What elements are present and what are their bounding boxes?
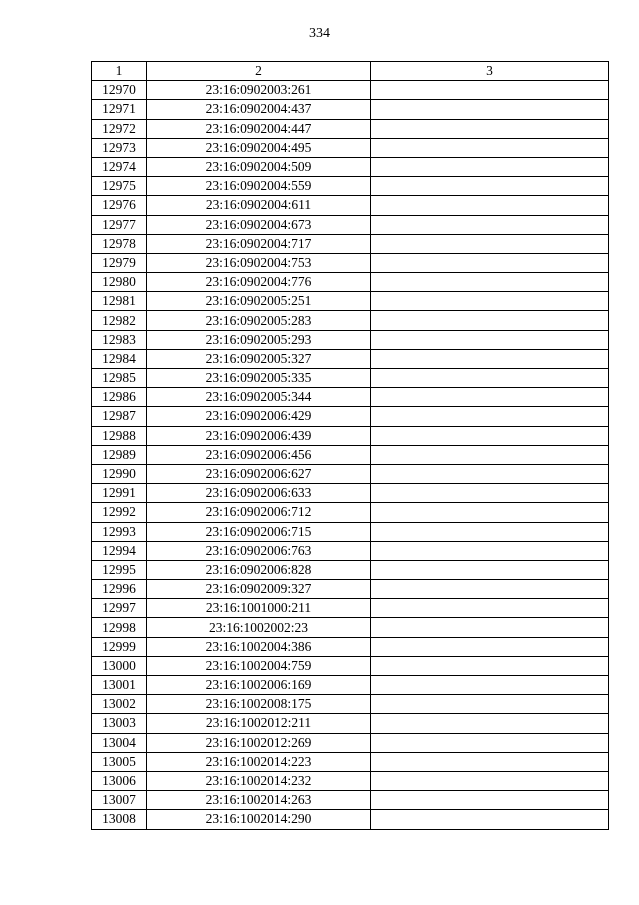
- row-index-cell: 12984: [92, 349, 147, 368]
- cadastral-number-cell: 23:16:1002014:263: [147, 791, 371, 810]
- table-row: [92, 349, 609, 368]
- cadastral-number-cell: 23:16:0902005:344: [147, 388, 371, 407]
- row-index-cell: 12979: [92, 253, 147, 272]
- notes-cell: [371, 138, 609, 157]
- cadastral-number-cell: 23:16:1002002:23: [147, 618, 371, 637]
- notes-cell: [371, 81, 609, 100]
- table-row: [92, 273, 609, 292]
- row-index-cell: 12991: [92, 484, 147, 503]
- notes-cell: [371, 714, 609, 733]
- table-row: [92, 464, 609, 483]
- row-index-cell: 13006: [92, 771, 147, 790]
- cadastral-number-cell: 23:16:0902006:712: [147, 503, 371, 522]
- cadastral-number-cell: 23:16:0902004:447: [147, 119, 371, 138]
- table-row: [92, 676, 609, 695]
- row-index-cell: 13004: [92, 733, 147, 752]
- cadastral-number-cell: 23:16:1002014:290: [147, 810, 371, 829]
- row-index-cell: 12976: [92, 196, 147, 215]
- notes-cell: [371, 196, 609, 215]
- row-index-cell: 12973: [92, 138, 147, 157]
- notes-cell: [371, 791, 609, 810]
- table-row: [92, 503, 609, 522]
- cadastral-number-cell: 23:16:0902005:327: [147, 349, 371, 368]
- table-row: [92, 637, 609, 656]
- row-index-cell: 12997: [92, 599, 147, 618]
- cadastral-number-cell: 23:16:0902006:627: [147, 464, 371, 483]
- notes-cell: [371, 464, 609, 483]
- table-row: [92, 752, 609, 771]
- cadastral-number-cell: 23:16:0902005:335: [147, 369, 371, 388]
- table-row: [92, 196, 609, 215]
- row-index-cell: 12983: [92, 330, 147, 349]
- table-row: [92, 215, 609, 234]
- table-row: [92, 311, 609, 330]
- notes-cell: [371, 580, 609, 599]
- notes-cell: [371, 637, 609, 656]
- cadastral-number-cell: 23:16:0902004:753: [147, 253, 371, 272]
- table-header-row: [92, 62, 609, 81]
- row-index-cell: 12992: [92, 503, 147, 522]
- table-row: [92, 541, 609, 560]
- row-index-cell: 12985: [92, 369, 147, 388]
- row-index-cell: 13003: [92, 714, 147, 733]
- cadastral-number-cell: 23:16:0902009:327: [147, 580, 371, 599]
- notes-cell: [371, 157, 609, 176]
- notes-cell: [371, 273, 609, 292]
- notes-cell: [371, 695, 609, 714]
- row-index-cell: 12980: [92, 273, 147, 292]
- column-header-1: 1: [92, 62, 147, 81]
- table-row: [92, 234, 609, 253]
- cadastral-number-cell: 23:16:1002014:223: [147, 752, 371, 771]
- cadastral-number-cell: 23:16:0902004:717: [147, 234, 371, 253]
- row-index-cell: 12994: [92, 541, 147, 560]
- row-index-cell: 13000: [92, 656, 147, 675]
- notes-cell: [371, 503, 609, 522]
- notes-cell: [371, 752, 609, 771]
- row-index-cell: 13005: [92, 752, 147, 771]
- cadastral-number-cell: 23:16:0902005:251: [147, 292, 371, 311]
- row-index-cell: 12982: [92, 311, 147, 330]
- table-row: [92, 330, 609, 349]
- cadastral-number-cell: 23:16:1002012:211: [147, 714, 371, 733]
- notes-cell: [371, 541, 609, 560]
- column-header-3: 3: [371, 62, 609, 81]
- table-row: [92, 445, 609, 464]
- table-row: [92, 791, 609, 810]
- cadastral-number-cell: 23:16:0902004:509: [147, 157, 371, 176]
- cadastral-number-cell: 23:16:0902006:633: [147, 484, 371, 503]
- table-row: [92, 369, 609, 388]
- cadastral-number-cell: 23:16:0902006:828: [147, 560, 371, 579]
- row-index-cell: 13002: [92, 695, 147, 714]
- row-index-cell: 12981: [92, 292, 147, 311]
- table-row: [92, 177, 609, 196]
- row-index-cell: 12970: [92, 81, 147, 100]
- notes-cell: [371, 445, 609, 464]
- cadastral-number-cell: 23:16:1002004:759: [147, 656, 371, 675]
- cadastral-number-cell: 23:16:0902006:456: [147, 445, 371, 464]
- cadastral-number-cell: 23:16:0902006:439: [147, 426, 371, 445]
- cadastral-number-cell: 23:16:0902004:776: [147, 273, 371, 292]
- cadastral-number-cell: 23:16:0902005:293: [147, 330, 371, 349]
- cadastral-number-cell: 23:16:0902006:763: [147, 541, 371, 560]
- row-index-cell: 12978: [92, 234, 147, 253]
- table-row: [92, 81, 609, 100]
- row-index-cell: 12986: [92, 388, 147, 407]
- table-row: [92, 407, 609, 426]
- notes-cell: [371, 771, 609, 790]
- cadastral-number-cell: 23:16:0902004:673: [147, 215, 371, 234]
- cadastral-number-cell: 23:16:1002012:269: [147, 733, 371, 752]
- cadastral-number-cell: 23:16:0902003:261: [147, 81, 371, 100]
- notes-cell: [371, 522, 609, 541]
- row-index-cell: 12974: [92, 157, 147, 176]
- table-row: [92, 522, 609, 541]
- row-index-cell: 12977: [92, 215, 147, 234]
- notes-cell: [371, 177, 609, 196]
- table-row: [92, 714, 609, 733]
- cadastral-number-cell: 23:16:0902004:611: [147, 196, 371, 215]
- notes-cell: [371, 656, 609, 675]
- notes-cell: [371, 810, 609, 829]
- cadastral-number-cell: 23:16:0902004:437: [147, 100, 371, 119]
- table-row: [92, 599, 609, 618]
- table-row: [92, 426, 609, 445]
- row-index-cell: 12971: [92, 100, 147, 119]
- notes-cell: [371, 484, 609, 503]
- table-row: [92, 733, 609, 752]
- row-index-cell: 12987: [92, 407, 147, 426]
- row-index-cell: 12972: [92, 119, 147, 138]
- cadastral-number-cell: 23:16:0902006:429: [147, 407, 371, 426]
- cadastral-number-cell: 23:16:0902004:495: [147, 138, 371, 157]
- row-index-cell: 13001: [92, 676, 147, 695]
- row-index-cell: 12990: [92, 464, 147, 483]
- cadastral-number-cell: 23:16:0902006:715: [147, 522, 371, 541]
- table-row: [92, 253, 609, 272]
- cadastral-number-cell: 23:16:1001000:211: [147, 599, 371, 618]
- table-row: [92, 560, 609, 579]
- row-index-cell: 12999: [92, 637, 147, 656]
- row-index-cell: 12989: [92, 445, 147, 464]
- notes-cell: [371, 311, 609, 330]
- notes-cell: [371, 676, 609, 695]
- notes-cell: [371, 369, 609, 388]
- cadastral-number-cell: 23:16:0902004:559: [147, 177, 371, 196]
- notes-cell: [371, 733, 609, 752]
- notes-cell: [371, 388, 609, 407]
- notes-cell: [371, 119, 609, 138]
- table-row: [92, 810, 609, 829]
- notes-cell: [371, 349, 609, 368]
- table-row: [92, 157, 609, 176]
- cadastral-number-cell: 23:16:1002008:175: [147, 695, 371, 714]
- notes-cell: [371, 599, 609, 618]
- notes-cell: [371, 253, 609, 272]
- notes-cell: [371, 292, 609, 311]
- notes-cell: [371, 215, 609, 234]
- row-index-cell: 12995: [92, 560, 147, 579]
- notes-cell: [371, 407, 609, 426]
- cadastral-number-cell: 23:16:0902005:283: [147, 311, 371, 330]
- notes-cell: [371, 618, 609, 637]
- table-row: [92, 484, 609, 503]
- page-number: 334: [309, 26, 330, 41]
- table-row: [92, 580, 609, 599]
- table-row: [92, 695, 609, 714]
- table-row: [92, 388, 609, 407]
- cadastral-number-cell: 23:16:1002014:232: [147, 771, 371, 790]
- notes-cell: [371, 100, 609, 119]
- cadastral-table: [91, 61, 609, 830]
- column-header-2: 2: [147, 62, 371, 81]
- row-index-cell: 12998: [92, 618, 147, 637]
- row-index-cell: 12975: [92, 177, 147, 196]
- notes-cell: [371, 426, 609, 445]
- notes-cell: [371, 330, 609, 349]
- cadastral-number-cell: 23:16:1002004:386: [147, 637, 371, 656]
- row-index-cell: 13007: [92, 791, 147, 810]
- row-index-cell: 12996: [92, 580, 147, 599]
- notes-cell: [371, 560, 609, 579]
- table-row: [92, 771, 609, 790]
- row-index-cell: 12993: [92, 522, 147, 541]
- table-row: [92, 656, 609, 675]
- table-row: [92, 119, 609, 138]
- table-row: [92, 138, 609, 157]
- table-body: [92, 81, 609, 829]
- row-index-cell: 13008: [92, 810, 147, 829]
- cadastral-number-cell: 23:16:1002006:169: [147, 676, 371, 695]
- notes-cell: [371, 234, 609, 253]
- table-row: [92, 292, 609, 311]
- row-index-cell: 12988: [92, 426, 147, 445]
- table-row: [92, 100, 609, 119]
- table-row: [92, 618, 609, 637]
